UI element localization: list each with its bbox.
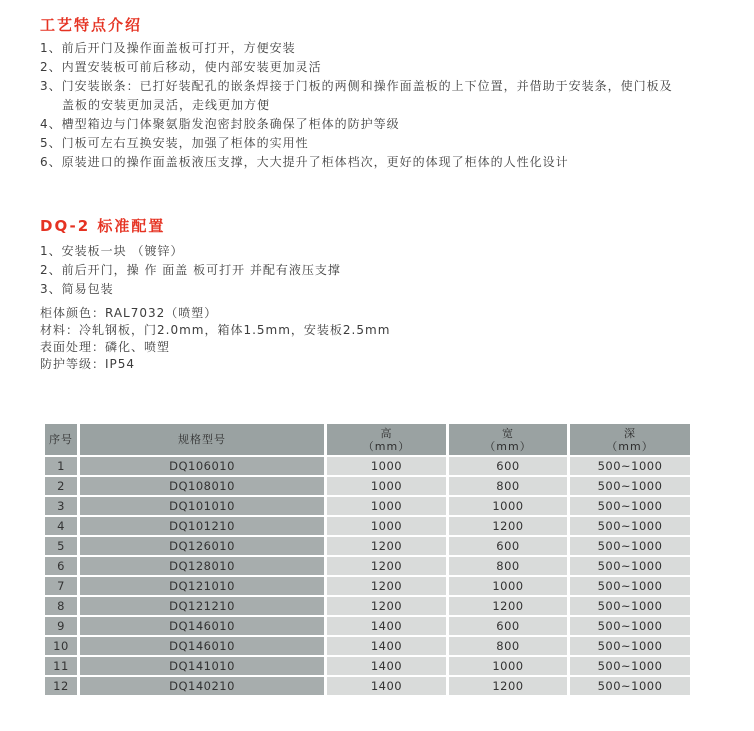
cell-depth: 500~1000 — [570, 457, 690, 475]
table-header-height: 高 （mm） — [327, 424, 446, 455]
cell-model: DQ121210 — [80, 597, 324, 615]
cell-model: DQ146010 — [80, 617, 324, 635]
table-header-depth: 深 （mm） — [570, 424, 690, 455]
cell-width: 1200 — [449, 677, 567, 695]
cell-height: 1200 — [327, 597, 446, 615]
cell-width: 800 — [449, 557, 567, 575]
feature-item-continuation: 盖板的安装更加灵活，走线更加方便 — [62, 98, 271, 112]
cell-width: 1200 — [449, 597, 567, 615]
cell-model: DQ101010 — [80, 497, 324, 515]
cell-width: 600 — [449, 457, 567, 475]
cell-width: 1200 — [449, 517, 567, 535]
spec-line-color: 柜体颜色：RAL7032（喷塑） — [40, 306, 218, 320]
cell-no: 2 — [45, 477, 77, 495]
table-row — [45, 477, 690, 495]
config-item: 2、前后开门，操 作 面盖 板可打开 并配有液压支撑 — [40, 263, 341, 277]
cell-depth: 500~1000 — [570, 517, 690, 535]
table-header-model: 规格型号 — [80, 424, 324, 455]
cell-model: DQ121010 — [80, 577, 324, 595]
cell-no: 7 — [45, 577, 77, 595]
section-title-standard-config: DQ-2 标准配置 — [40, 217, 166, 235]
cell-depth: 500~1000 — [570, 677, 690, 695]
spec-line-material: 材料：冷轧钢板，门2.0mm，箱体1.5mm，安装板2.5mm — [40, 323, 391, 337]
cell-depth: 500~1000 — [570, 557, 690, 575]
cell-no: 5 — [45, 537, 77, 555]
cell-height: 1400 — [327, 637, 446, 655]
standard-config-list — [40, 242, 734, 299]
config-item: 1、安装板一块 （镀锌） — [40, 244, 184, 258]
cell-width: 1000 — [449, 657, 567, 675]
cell-model: DQ146010 — [80, 637, 324, 655]
cell-no: 1 — [45, 457, 77, 475]
table-header-no: 序号 — [45, 424, 77, 455]
feature-item: 5、门板可左右互换安装，加强了柜体的实用性 — [40, 136, 309, 150]
cell-model: DQ126010 — [80, 537, 324, 555]
table-row — [45, 537, 690, 555]
cell-height: 1200 — [327, 557, 446, 575]
feature-item: 1、前后开门及操作面盖板可打开，方便安装 — [40, 41, 296, 55]
cell-width: 600 — [449, 617, 567, 635]
cell-depth: 500~1000 — [570, 577, 690, 595]
cell-model: DQ101210 — [80, 517, 324, 535]
feature-item: 3、门安装嵌条：已打好装配孔的嵌条焊接于门板的两侧和操作面盖板的上下位置，并借助于安装条，使门板及 — [40, 79, 673, 93]
cell-depth: 500~1000 — [570, 497, 690, 515]
cell-width: 1000 — [449, 577, 567, 595]
cell-depth: 500~1000 — [570, 537, 690, 555]
cell-width: 800 — [449, 637, 567, 655]
cell-no: 12 — [45, 677, 77, 695]
cell-width: 1000 — [449, 497, 567, 515]
cell-model: DQ108010 — [80, 477, 324, 495]
cell-height: 1400 — [327, 617, 446, 635]
cell-height: 1400 — [327, 657, 446, 675]
table-row — [45, 517, 690, 535]
cell-width: 600 — [449, 537, 567, 555]
cell-height: 1000 — [327, 477, 446, 495]
cell-height: 1200 — [327, 537, 446, 555]
table-row — [45, 457, 690, 475]
cell-no: 11 — [45, 657, 77, 675]
cell-model: DQ140210 — [80, 677, 324, 695]
table-row — [45, 557, 690, 575]
table-header-row — [45, 424, 690, 455]
table-row — [45, 617, 690, 635]
section-standard-config — [40, 217, 734, 299]
cell-depth: 500~1000 — [570, 477, 690, 495]
cell-depth: 500~1000 — [570, 637, 690, 655]
table-row — [45, 497, 690, 515]
cell-no: 3 — [45, 497, 77, 515]
table-header-width: 宽 （mm） — [449, 424, 567, 455]
dimension-table — [42, 422, 693, 697]
feature-item: 6、原装进口的操作面盖板液压支撑，大大提升了柜体档次，更好的体现了柜体的人性化设计 — [40, 155, 569, 169]
cell-model: DQ106010 — [80, 457, 324, 475]
table-row — [45, 677, 690, 695]
table-row — [45, 637, 690, 655]
cell-model: DQ141010 — [80, 657, 324, 675]
spec-block — [40, 305, 734, 373]
cell-height: 1200 — [327, 577, 446, 595]
cell-height: 1000 — [327, 497, 446, 515]
cell-no: 6 — [45, 557, 77, 575]
cell-height: 1000 — [327, 517, 446, 535]
feature-item: 2、内置安装板可前后移动，使内部安装更加灵活 — [40, 60, 322, 74]
table-row — [45, 597, 690, 615]
spec-line-surface: 表面处理：磷化、喷塑 — [40, 340, 171, 354]
cell-no: 10 — [45, 637, 77, 655]
cell-no: 8 — [45, 597, 77, 615]
table-row — [45, 657, 690, 675]
table-row — [45, 577, 690, 595]
section-process-features — [40, 16, 734, 172]
section-title-process-features: 工艺特点介绍 — [40, 16, 143, 34]
cell-width: 800 — [449, 477, 567, 495]
process-feature-list — [40, 39, 734, 172]
config-item: 3、简易包装 — [40, 282, 114, 296]
cell-model: DQ128010 — [80, 557, 324, 575]
cell-no: 4 — [45, 517, 77, 535]
spec-line-protection: 防护等级：IP54 — [40, 357, 136, 371]
feature-item: 4、槽型箱边与门体聚氨脂发泡密封胶条确保了柜体的防护等级 — [40, 117, 400, 131]
cell-height: 1000 — [327, 457, 446, 475]
cell-depth: 500~1000 — [570, 657, 690, 675]
cell-depth: 500~1000 — [570, 617, 690, 635]
cell-height: 1400 — [327, 677, 446, 695]
cell-no: 9 — [45, 617, 77, 635]
cell-depth: 500~1000 — [570, 597, 690, 615]
